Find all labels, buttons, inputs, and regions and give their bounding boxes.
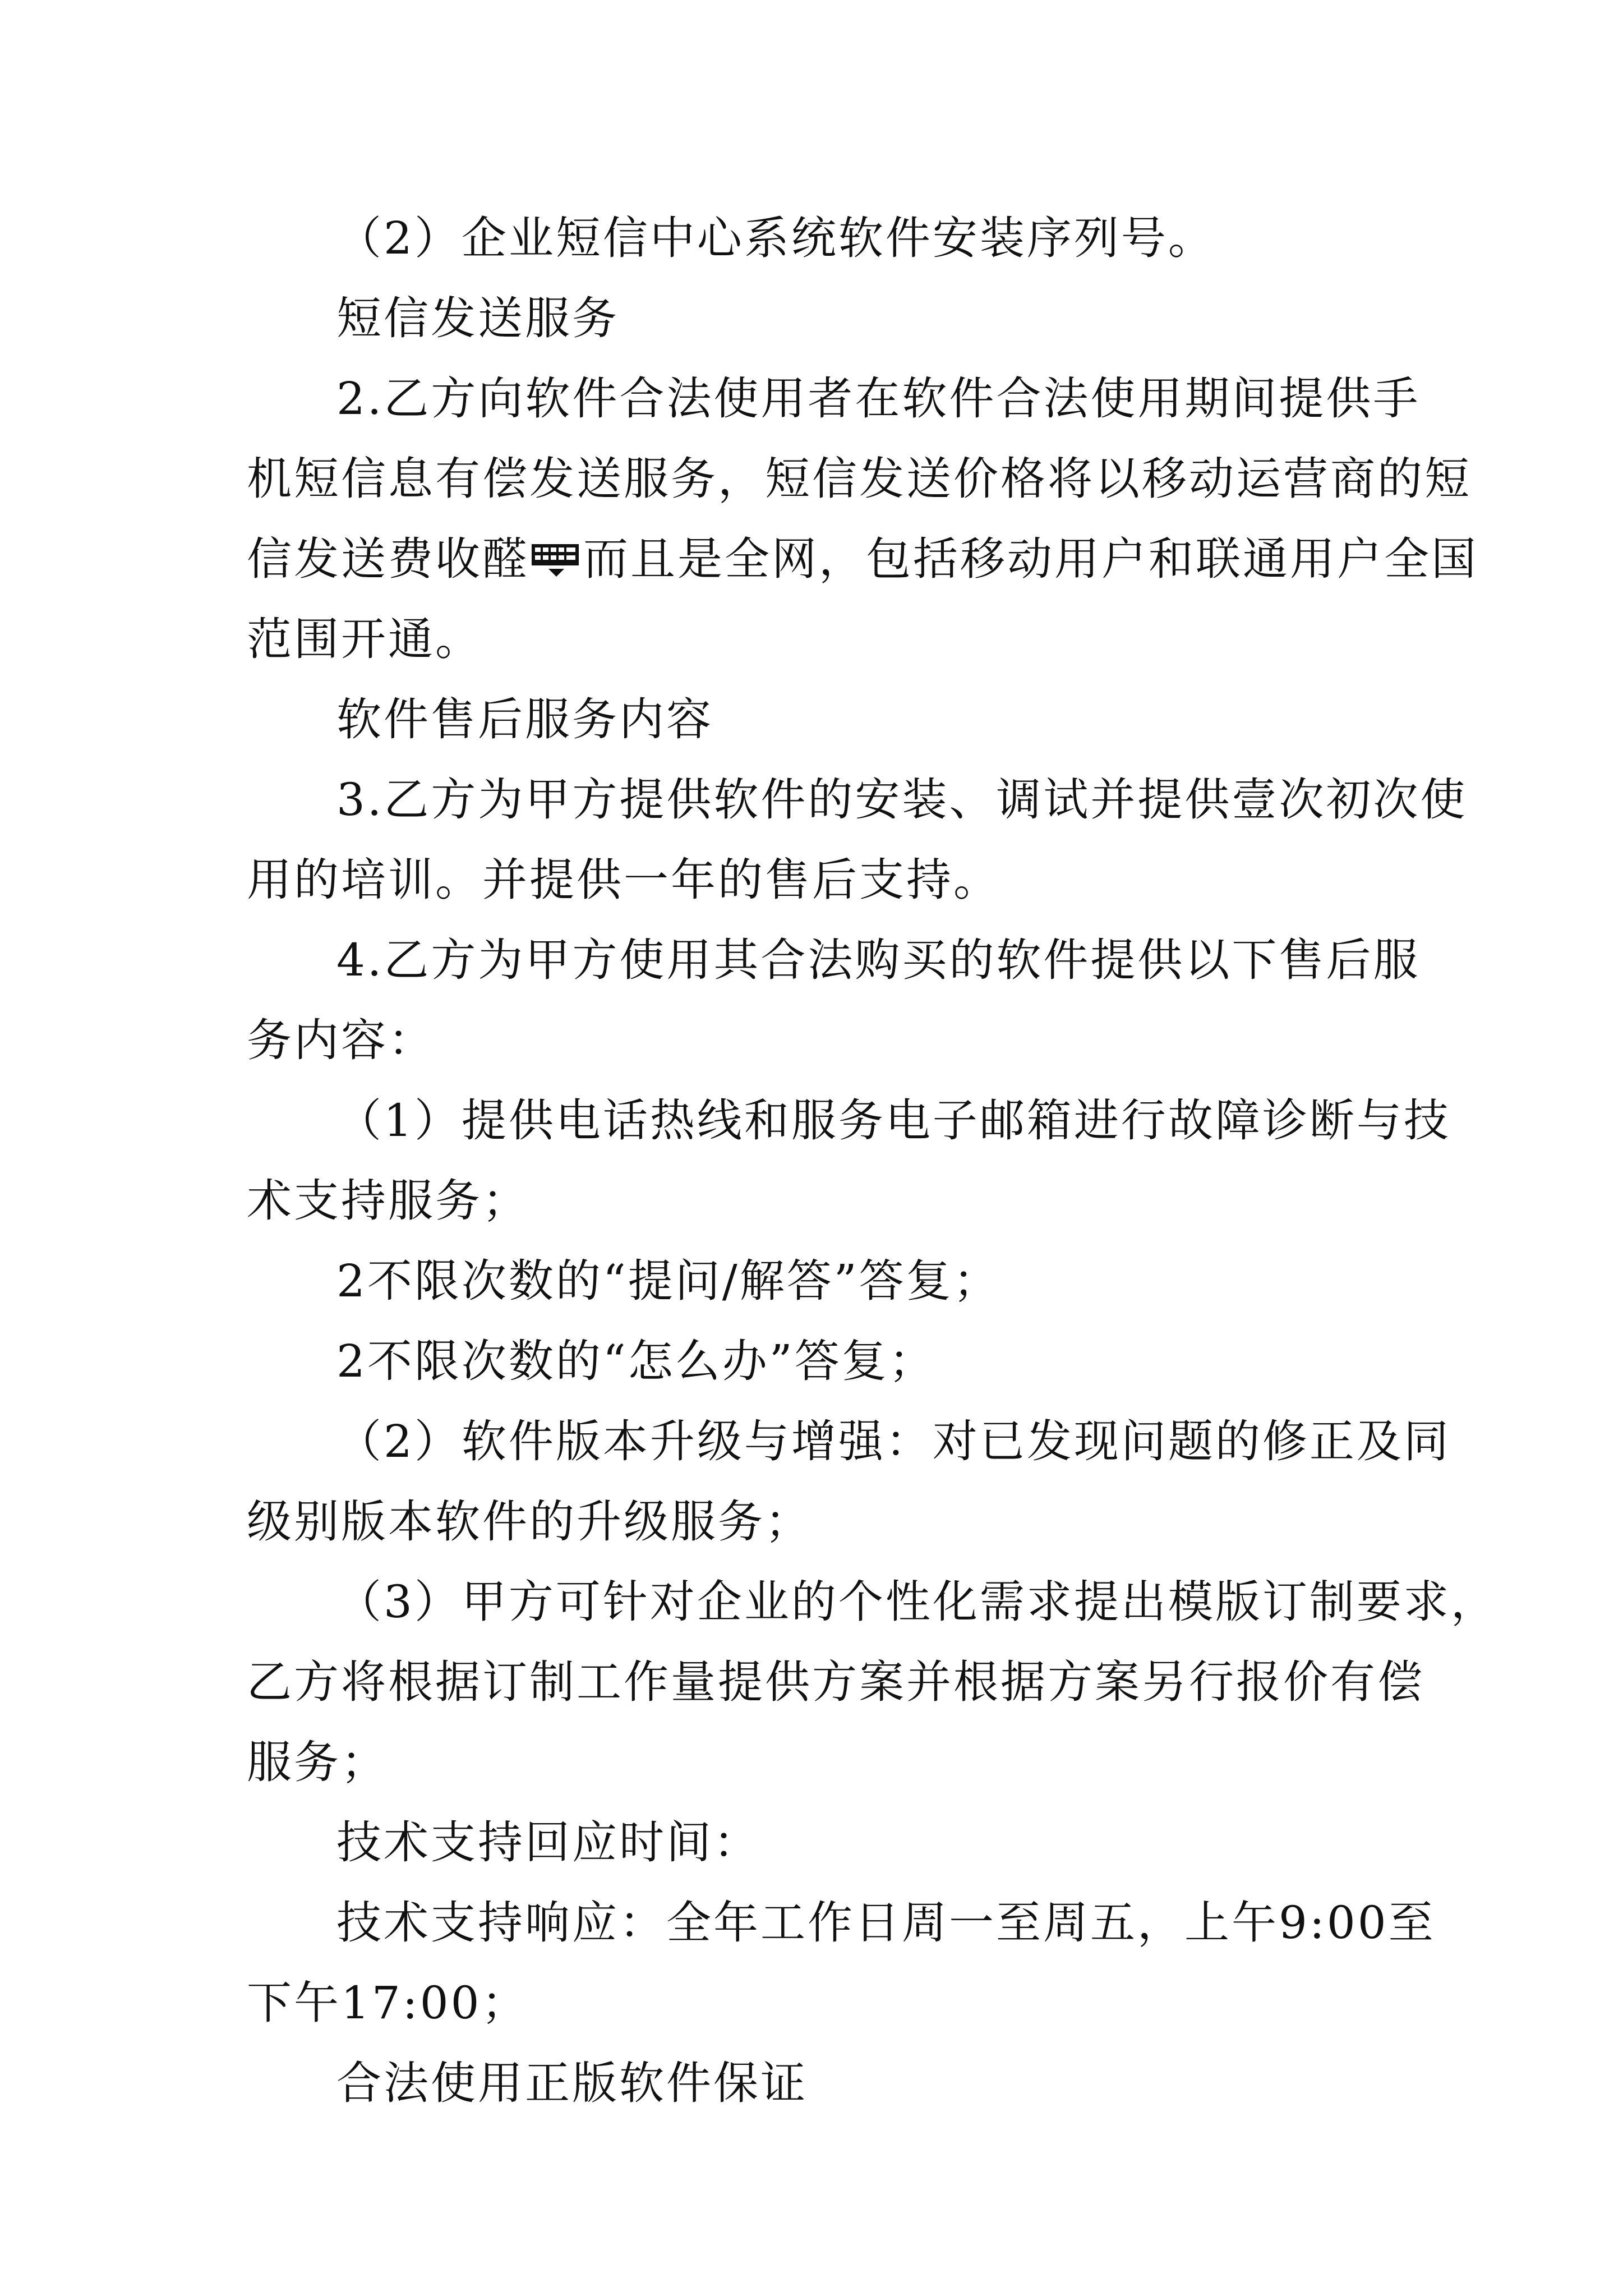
text-line: 下午17:00； [247,1977,529,2029]
text-line: （3）甲方可针对企业的个性化需求提出模版订制要求， [336,1576,1498,1628]
text-line: 服务； [247,1736,388,1788]
text-segment: 而且是全网，包括移动用户和联通用户全国 [583,533,1478,585]
text-line: （1）提供电话热线和服务电子邮箱进行故障诊断与技 [336,1094,1451,1147]
section-heading: 软件售后服务内容 [336,693,713,746]
text-segment: 信发送费收醛 [247,533,529,585]
text-line: 级别版本软件的升级服务； [247,1496,812,1548]
text-line: 2不限次数的“怎么办”答复； [336,1335,936,1387]
text-line: 4.乙方为甲方使用其合法购买的软件提供以下售后服 [336,934,1421,986]
text-line: 2不限次数的“提问/解答”答复； [336,1255,1000,1307]
text-line: （2）企业短信中心系统软件安装序列号。 [336,212,1215,264]
text-line: 2.乙方向软件合法使用者在软件合法使用期间提供手 [336,372,1421,425]
text-line: 技术支持响应：全年工作日周一至周五，上午9:00至 [336,1897,1436,1949]
text-line: （2）软件版本升级与增强：对已发现问题的修正及同 [336,1415,1451,1467]
text-line-with-icon [247,528,1478,590]
section-heading: 短信发送服务 [336,292,619,344]
text-line: 范围开通。 [247,613,482,665]
text-line: 机短信息有偿发送服务，短信发送价格将以移动运营商的短 [247,453,1472,505]
keyboard-icon [531,543,582,578]
text-line: 务内容： [247,1014,435,1066]
text-line: 3.乙方为甲方提供软件的安装、调试并提供壹次初次使 [336,774,1468,826]
section-heading: 合法使用正版软件保证 [336,2057,808,2109]
text-line: 术支持服务； [247,1175,529,1227]
section-heading: 技术支持回应时间： [336,1816,760,1869]
text-line: 用的培训。并提供一年的售后支持。 [247,854,1000,906]
text-line: 乙方将根据订制工作量提供方案并根据方案另行报价有偿 [247,1656,1424,1708]
